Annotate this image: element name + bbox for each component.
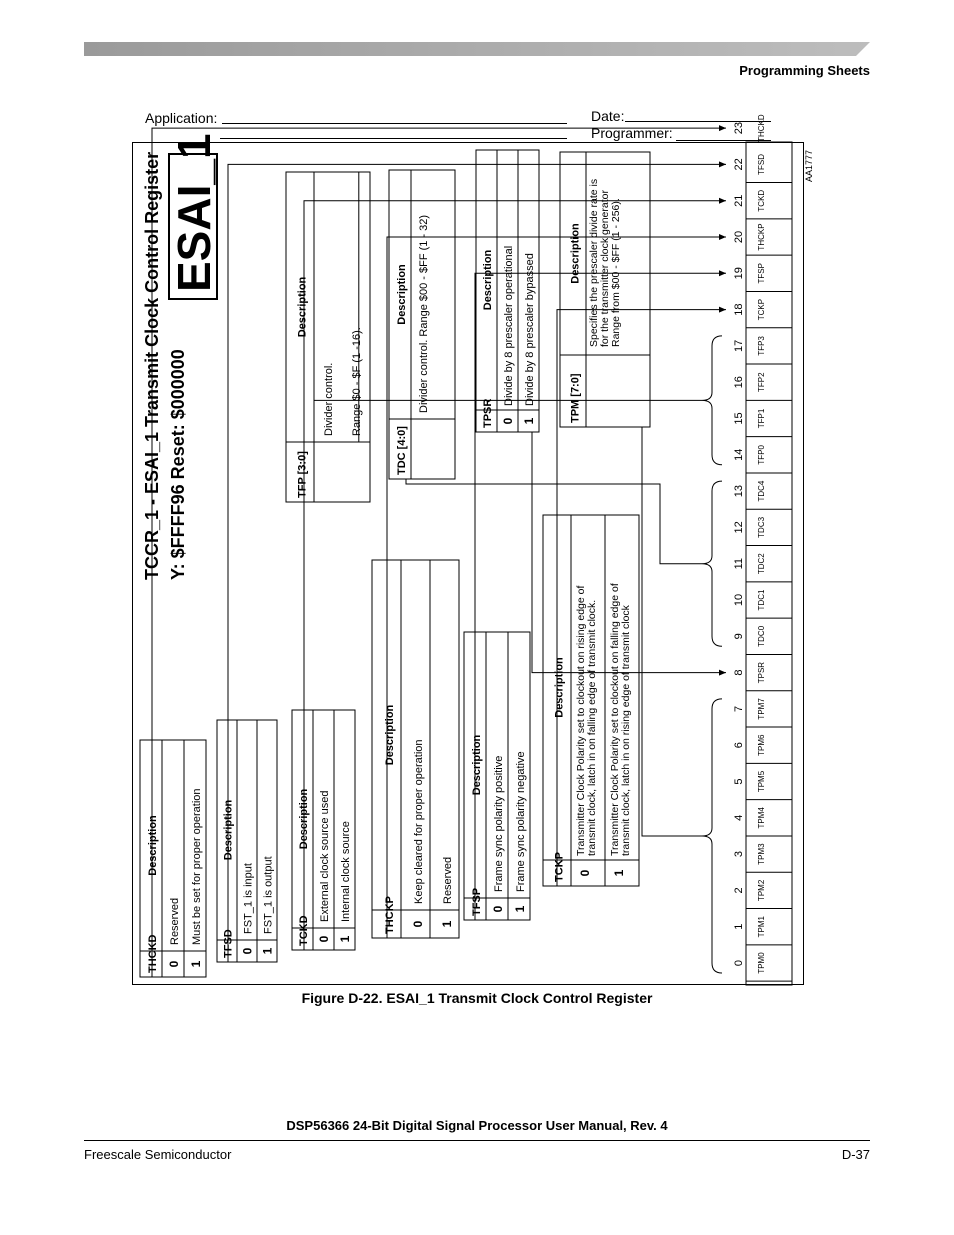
table-tpsr-value-1: 1: [522, 417, 537, 425]
bit-number-7: 7: [733, 705, 745, 712]
bit-number-9: 9: [733, 633, 745, 640]
register-address-reset: Y: $FFFF96 Reset: $000000: [168, 349, 188, 580]
bit-name-tfsd: TFSD: [757, 153, 766, 175]
table-tfsd-value-0: 0: [240, 947, 255, 955]
table-tckp-value-1: 1: [612, 869, 627, 877]
table-thckd-value-1: 1: [188, 960, 203, 968]
date-line: [625, 121, 771, 122]
manual-title: DSP56366 24-Bit Digital Signal Processor User Manual, Rev. 4: [286, 1118, 668, 1133]
table-tpsr-field: TPSR: [482, 398, 495, 428]
table-tfsp-desc-1: Frame sync polarity negative: [514, 751, 527, 892]
table-tpm-header: Description: [569, 223, 582, 284]
table-tfsd-desc-1: FST_1 is output: [262, 856, 275, 934]
bit-name-tfp0: TFP0: [757, 445, 766, 465]
bit-number-0: 0: [733, 959, 745, 967]
table-tckd-desc-0: External clock source used: [319, 790, 332, 922]
table-thckd-header: Description: [146, 815, 159, 876]
bit-number-10: 10: [733, 593, 745, 607]
bit-name-tckd: TCKD: [757, 189, 766, 212]
application-line-2: [220, 138, 567, 139]
connector-thckd: [152, 128, 726, 977]
bit-name-tpm3: TPM3: [757, 843, 766, 865]
table-tpm-field: TPM [7:0]: [569, 373, 582, 423]
bit-number-6: 6: [733, 742, 745, 749]
table-tfp-header: Description: [296, 276, 309, 338]
table-thckd-value-0: 0: [166, 960, 181, 968]
connector-arrowhead: [719, 234, 726, 240]
application-label: Application:: [145, 110, 218, 126]
bit-number-23: 23: [733, 121, 745, 135]
bit-name-tdc0: TDC0: [757, 625, 766, 647]
connector-tpm: [642, 427, 702, 836]
bit-name-tdc1: TDC1: [757, 589, 766, 611]
brace-tfp: [702, 336, 722, 465]
table-tckd-value-1: 1: [338, 935, 353, 943]
connector-tfp: [314, 400, 702, 502]
table-tpsr-value-0: 0: [501, 417, 516, 425]
table-thckp-value-1: 1: [439, 920, 454, 928]
footer-page-number: D-37: [841, 1147, 870, 1162]
table-tfsd-field: TFSD: [222, 929, 235, 958]
bit-name-tdc4: TDC4: [757, 480, 766, 502]
bit-name-tpm2: TPM2: [757, 879, 766, 902]
table-tfp-line1: Divider control.: [323, 362, 335, 436]
table-tckp-value-0: 0: [578, 869, 593, 877]
bit-name-tckp: TCKP: [757, 298, 766, 321]
table-tckd-field: TCKD: [298, 915, 311, 946]
bit-number-12: 12: [733, 521, 745, 534]
connector-arrowhead: [719, 670, 726, 676]
bit-number-19: 19: [733, 267, 745, 280]
date-label: Date:: [591, 108, 625, 124]
table-tdc-header: Description: [395, 264, 408, 325]
bit-number-13: 13: [733, 484, 745, 498]
sheet-id: AA1777: [804, 149, 814, 182]
table-thckd-field: THCKD: [146, 934, 159, 973]
bit-number-21: 21: [733, 194, 745, 207]
bit-number-16: 16: [733, 376, 745, 389]
register-title: TCCR_1 - ESAI_1 Transmit Clock Control Register: [142, 151, 162, 580]
table-thckd-desc-0: Reserved: [168, 897, 181, 945]
bit-number-4: 4: [733, 814, 745, 821]
table-tckp-desc-0-line1: Transmitter Clock Polarity set to clockout on rising edge of: [575, 585, 587, 856]
bit-number-3: 3: [733, 851, 745, 858]
bit-number-17: 17: [733, 339, 745, 353]
bit-number-15: 15: [733, 412, 745, 425]
bit-name-tpm6: TPM6: [757, 734, 766, 756]
bit-number-1: 1: [733, 923, 745, 930]
table-tfsp-field: TFSP: [470, 887, 483, 916]
table-tckd-header: Description: [298, 788, 311, 850]
table-thckp-desc-0: Keep cleared for proper operation: [412, 739, 425, 904]
table-tckp-desc-0-line2: transmit clock, latch in on falling edge of transmit clock.: [586, 599, 598, 856]
table-tfp-field: TFP [3:0]: [296, 451, 309, 498]
table-tckd-desc-1: Internal clock source: [340, 821, 353, 922]
connector-arrowhead: [719, 270, 726, 276]
table-tpsr-desc-1: Divide by 8 prescaler bypassed: [524, 253, 537, 406]
programmer-label: Programmer:: [591, 125, 673, 141]
table-thckd-desc-1: Must be set for proper operation: [190, 788, 203, 945]
brace-tdc: [702, 481, 722, 646]
table-tfsp-header: Description: [470, 734, 483, 796]
table-tfsp-value-1: 1: [512, 905, 527, 913]
bit-name-tpm1: TPM1: [757, 916, 766, 938]
table-tdc-field: TDC [4:0]: [395, 426, 408, 475]
bit-name-tpm5: TPM5: [757, 770, 766, 793]
table-tfsd-desc-0: FST_1 is input: [242, 863, 255, 934]
table-tckp-header: Description: [553, 657, 566, 718]
bit-name-thckp: THCKP: [757, 223, 766, 251]
table-tfsd-header: Description: [222, 799, 235, 861]
section-title: Programming Sheets: [739, 63, 870, 78]
table-tfp-line2: Range $0 - $F (1 -16).: [351, 327, 363, 436]
bit-name-tfp3: TFP3: [757, 336, 766, 356]
table-tfsd-value-1: 1: [260, 947, 275, 955]
table-tckp-field: TCKP: [553, 852, 566, 882]
brace-tpm: [702, 699, 722, 973]
module-name: ESAI_1: [168, 133, 220, 292]
bit-name-tpm4: TPM4: [757, 807, 766, 829]
table-tpm-line3: Range from $00 - $FF (1 - 256).: [610, 198, 622, 347]
bit-name-column: [746, 142, 792, 985]
table-thckp-value-0: 0: [410, 920, 425, 928]
bit-name-tpm7: TPM7: [757, 698, 766, 720]
bit-number-20: 20: [733, 230, 745, 244]
table-tpsr-header: Description: [482, 249, 495, 311]
bit-number-8: 8: [733, 669, 745, 676]
bit-name-thckd: THCKD: [757, 114, 766, 142]
bit-number-14: 14: [733, 448, 745, 461]
bit-name-tpsr: TPSR: [757, 661, 766, 684]
bit-number-5: 5: [733, 778, 745, 785]
figure-caption: Figure D-22. ESAI_1 Transmit Clock Control Register: [301, 990, 653, 1006]
table-tckd-value-0: 0: [317, 935, 332, 943]
table-tdc-line1: Divider control. Range $00 - $FF (1 - 32): [418, 214, 430, 413]
header-bar: [84, 42, 870, 56]
bit-name-tfp1: TFP1: [757, 408, 766, 429]
bit-name-tdc3: TDC3: [757, 516, 766, 538]
footer-company: Freescale Semiconductor: [84, 1147, 232, 1162]
connector-arrowhead: [719, 125, 726, 131]
table-thckp-field: THCKP: [383, 896, 396, 934]
table-tpsr-desc-0: Divide by 8 prescaler operational: [503, 245, 516, 406]
table-thckp-desc-1: Reserved: [441, 856, 454, 904]
table-tckp-desc-1-line1: Transmitter Clock Polarity set to clockout on falling edge of: [609, 583, 621, 856]
bit-name-tfp2: TFP2: [757, 372, 766, 392]
bit-number-18: 18: [733, 303, 745, 316]
table-tpm-line1: Specifies the prescaler divide rate is: [588, 178, 600, 347]
connector-arrowhead: [719, 198, 726, 204]
bit-name-tpm0: TPM0: [757, 952, 766, 974]
table-tpm-line2: for the transmitter clock generator: [599, 190, 611, 347]
bit-number-22: 22: [733, 158, 745, 171]
table-tfsp-desc-0: Frame sync polarity positive: [492, 755, 505, 892]
footer-rule: [84, 1140, 870, 1141]
connector-arrowhead: [719, 161, 726, 167]
table-tfsp-value-0: 0: [490, 905, 505, 913]
connector-arrowhead: [719, 307, 726, 313]
bit-number-2: 2: [733, 887, 745, 894]
table-tckp-desc-1-line2: transmit clock, latch in on rising edge of transmit clock: [620, 605, 632, 856]
bit-name-tdc2: TDC2: [757, 553, 766, 575]
bit-number-11: 11: [733, 557, 745, 570]
table-thckp-header: Description: [383, 704, 396, 766]
bit-name-tfsp: TFSP: [757, 263, 766, 284]
connector-tdc: [406, 479, 702, 564]
application-line: [222, 123, 567, 124]
